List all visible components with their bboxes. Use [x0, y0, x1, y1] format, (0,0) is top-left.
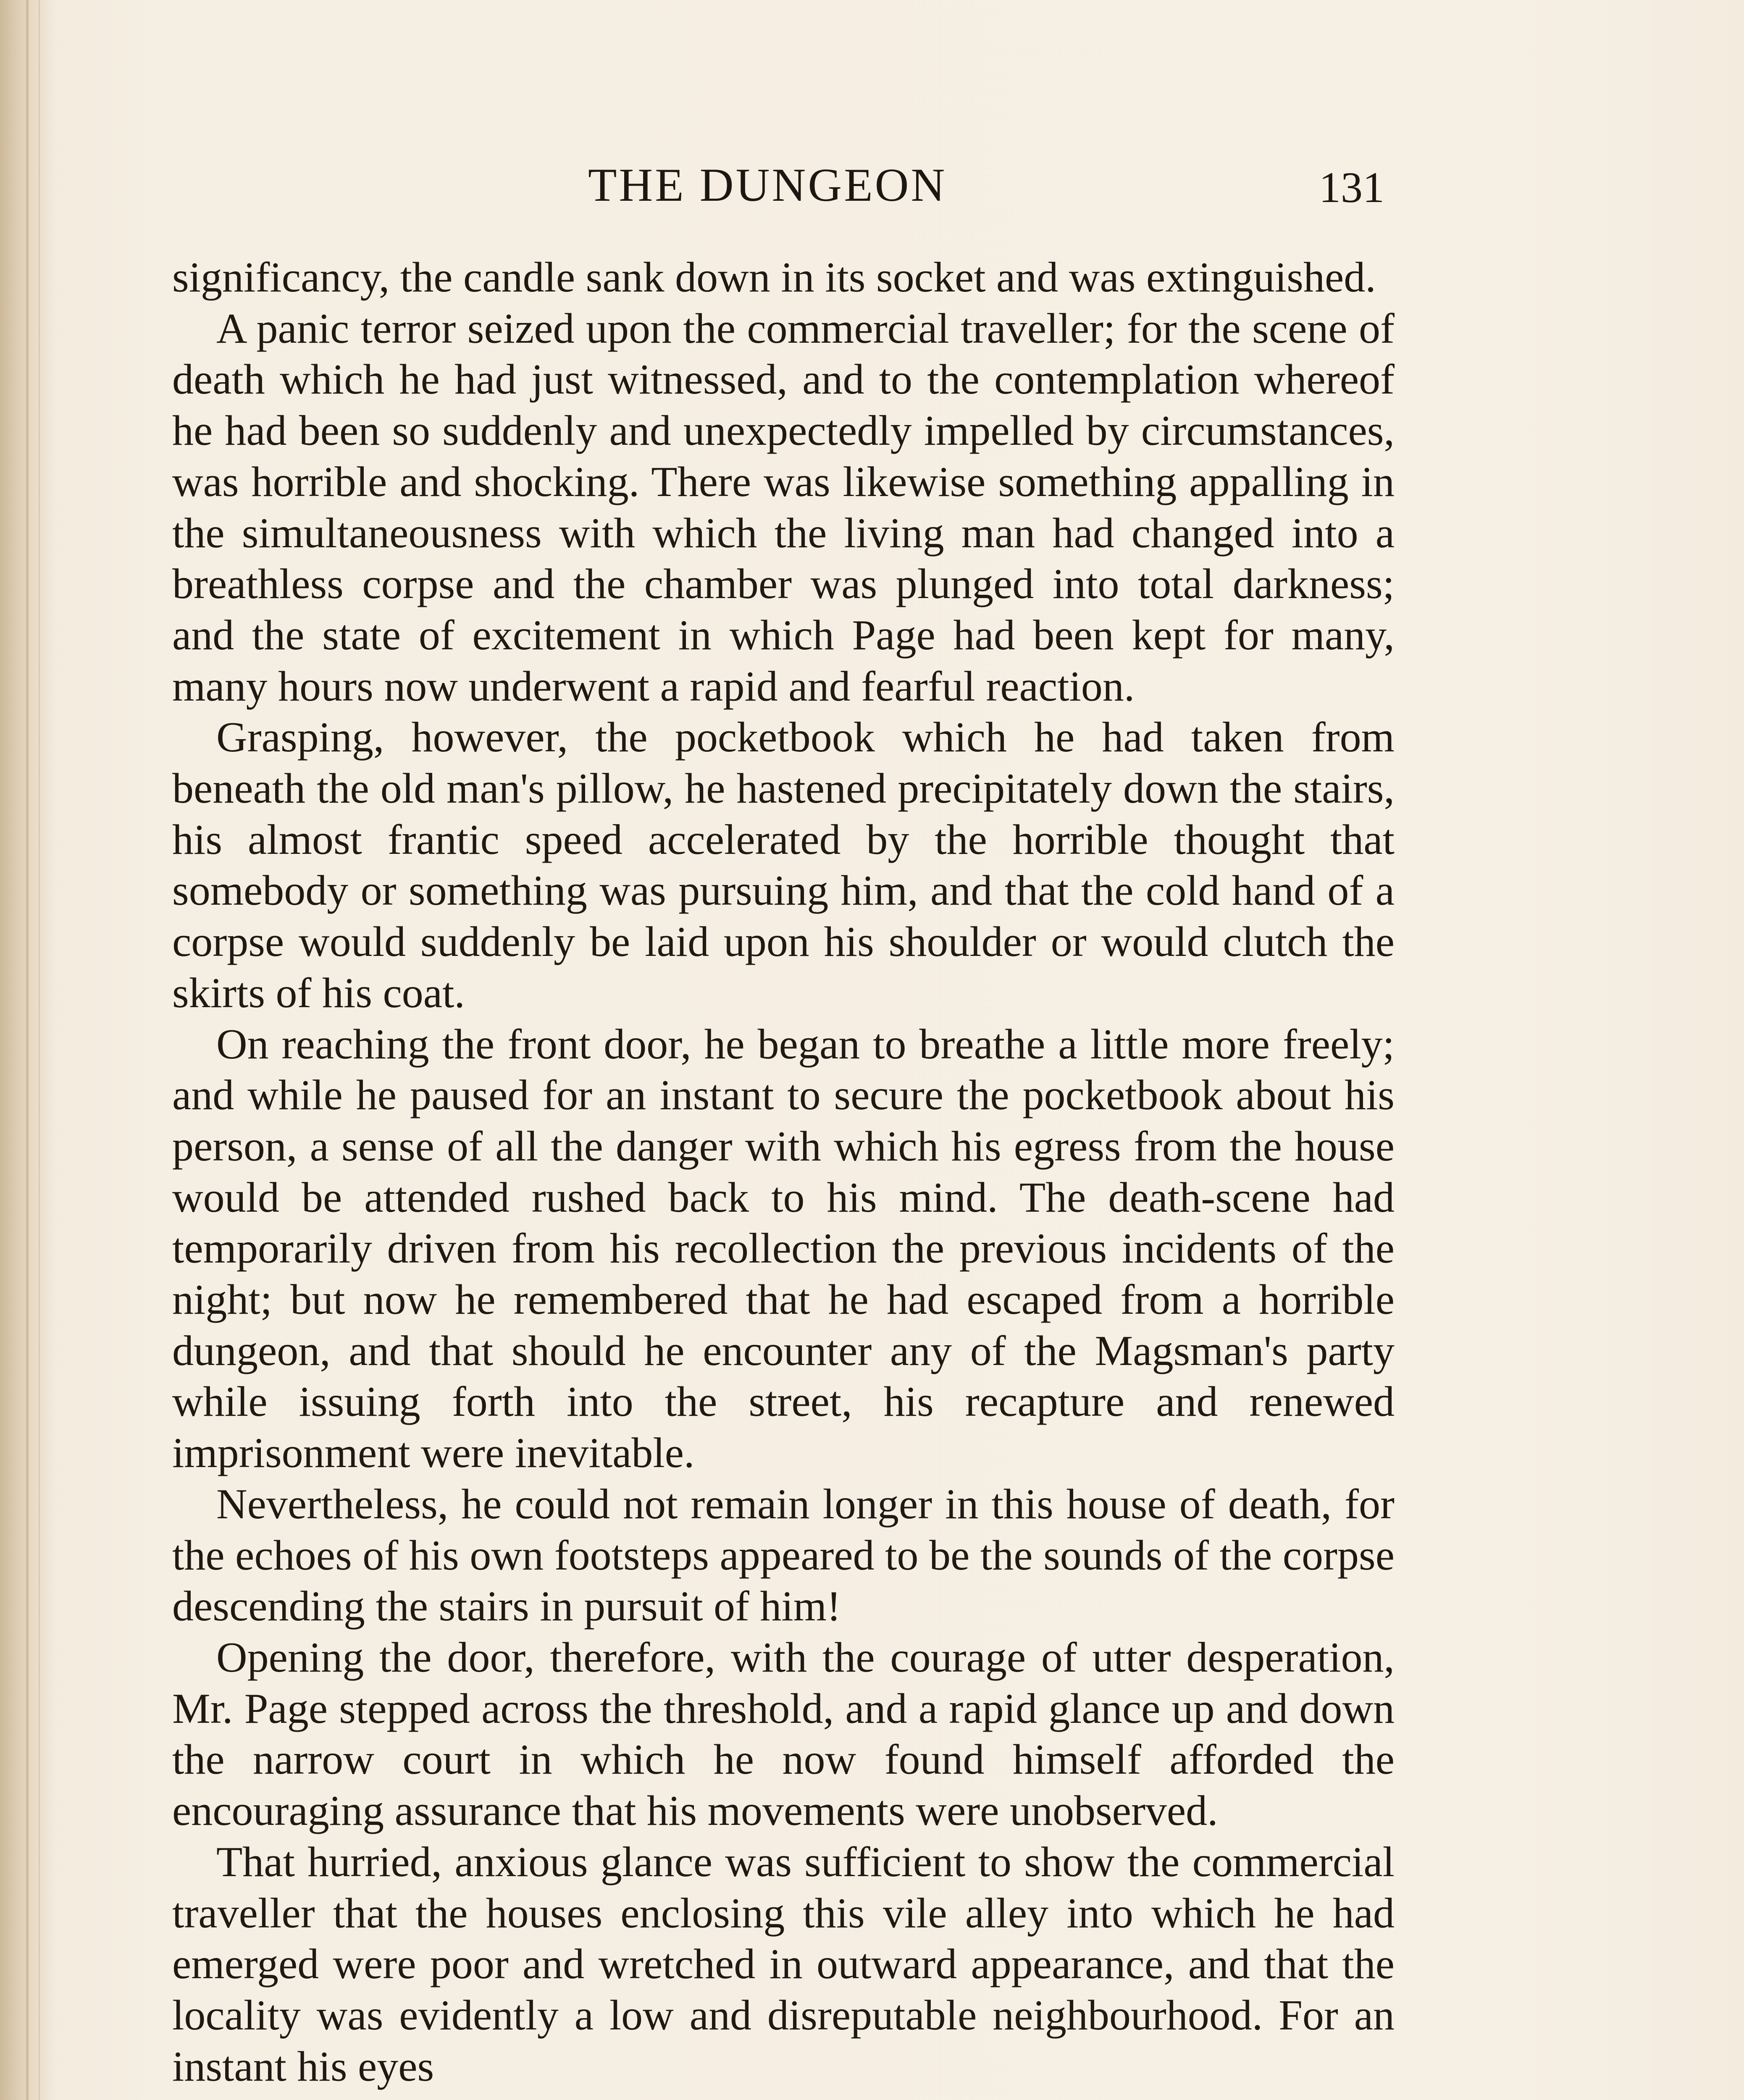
paragraph-continued: significancy, the candle sank down in its socket and was extinguished. — [172, 254, 1376, 301]
paragraph: On reaching the front door, he began to breathe a little more freely; and while he paused for an instant to secure the pocketbook about his person, a sense of all the danger with which his egress from the house would be attended rushed back to his mind. The death-scene had temporarily driven from his recollection the previous incidents of the night; but now he remembered that he had escaped from a horrible dungeon, and that should he encounter any of the Magsman's party while issuing forth into the street, his recapture and renewed imprisonment were inevitable. — [172, 1020, 1395, 1477]
page-number: 131 — [1319, 163, 1384, 212]
body-text — [172, 252, 1395, 2092]
spine-crease-secondary — [39, 0, 40, 2100]
paragraph: Nevertheless, he could not remain longer in this house of death, for the echoes of his own footsteps appeared to be the sounds of the corpse descending the stairs in pursuit of him! — [172, 1480, 1395, 1630]
paragraph: A panic terror seized upon the commercial traveller; for the scene of death which he had just witnessed, and to the contemplation whereof he had been so suddenly and unexpectedly impelled by circumstances, was horrible and shocking. There was likewise something appalling in the simultaneousness with which the living man had changed into a breathless corpse and the chamber was plunged into total darkness; and the state of excitement in which Page had been kept for many, many hours now underwent a rapid and fearful reaction. — [172, 304, 1395, 710]
paragraph: That hurried, anxious glance was sufficient to show the commercial traveller that the houses enclosing this vile alley into which he had emerged were poor and wretched in outward appearance, and that the locality was evidently a low and disreputable neighbourhood. For an instant his eyes — [172, 1838, 1395, 2090]
paragraph: Grasping, however, the pocketbook which he had taken from beneath the old man's pillow, he hastened precipitately down the stairs, his almost frantic speed accelerated by the horrible thought that somebody or something was pursuing him, and that the cold hand of a corpse would suddenly be laid upon his shoulder or would clutch the skirts of his coat. — [172, 714, 1395, 1017]
spine-crease — [26, 0, 29, 2100]
paragraph: Opening the door, therefore, with the courage of utter desperation, Mr. Page stepped across the threshold, and a rapid glance up and down the narrow court in which he now found himself afforded the encouraging assurance that his movements were unobserved. — [172, 1633, 1395, 1835]
running-title: THE DUNGEON — [588, 159, 947, 211]
